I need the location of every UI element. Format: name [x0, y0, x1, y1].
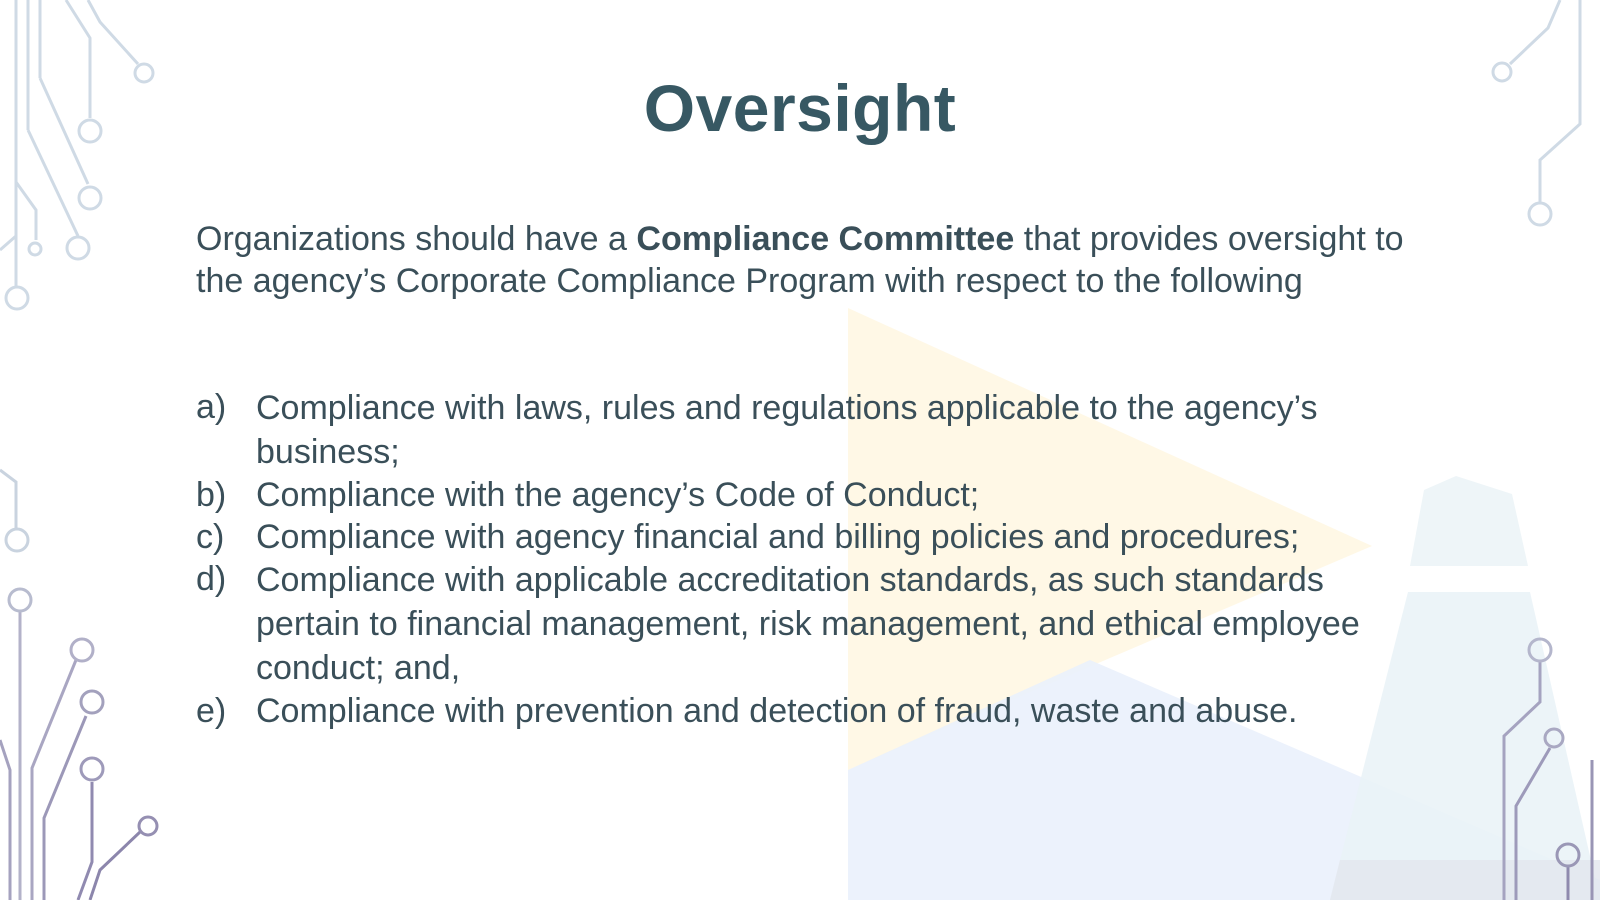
intro-emphasis: Compliance Committee — [636, 220, 1015, 258]
list-item — [196, 386, 1426, 474]
intro-text-before: Organizations should have a — [196, 220, 637, 258]
list-item-text: Compliance with agency financial and billing policies and procedures; — [256, 518, 1300, 556]
list-item-text: Compliance with laws, rules and regulations applicable to the agency’s business; — [256, 389, 1318, 471]
list-item — [196, 474, 1426, 516]
list-item-marker: e) — [196, 692, 227, 730]
list-item — [196, 690, 1426, 732]
list-item-text: Compliance with prevention and detection of fraud, waste and abuse. — [256, 692, 1298, 730]
list-item — [196, 558, 1426, 690]
list-item-marker: a) — [196, 388, 227, 426]
circuit-bottom-left — [0, 470, 157, 900]
beacon-top-shape — [1410, 476, 1528, 566]
intro-paragraph — [196, 218, 1426, 302]
beacon-shadow-shape — [1330, 860, 1600, 900]
requirements-list — [196, 386, 1426, 732]
list-item-marker: c) — [196, 518, 225, 556]
intro-text-after: that provides oversight to the agency’s Corporate Compliance Program with respect to the following — [196, 220, 1404, 300]
circuit-top-left — [0, 0, 153, 309]
list-item — [196, 516, 1426, 558]
slide-title: Oversight — [643, 71, 957, 145]
list-item-text: Compliance with applicable accreditation standards, as such standards pertain to financial management, risk management, and ethical employee conduct; and, — [256, 561, 1360, 687]
list-item-marker: d) — [196, 560, 227, 598]
list-item-text: Compliance with the agency’s Code of Conduct; — [256, 476, 980, 514]
list-item-marker: b) — [196, 476, 227, 514]
